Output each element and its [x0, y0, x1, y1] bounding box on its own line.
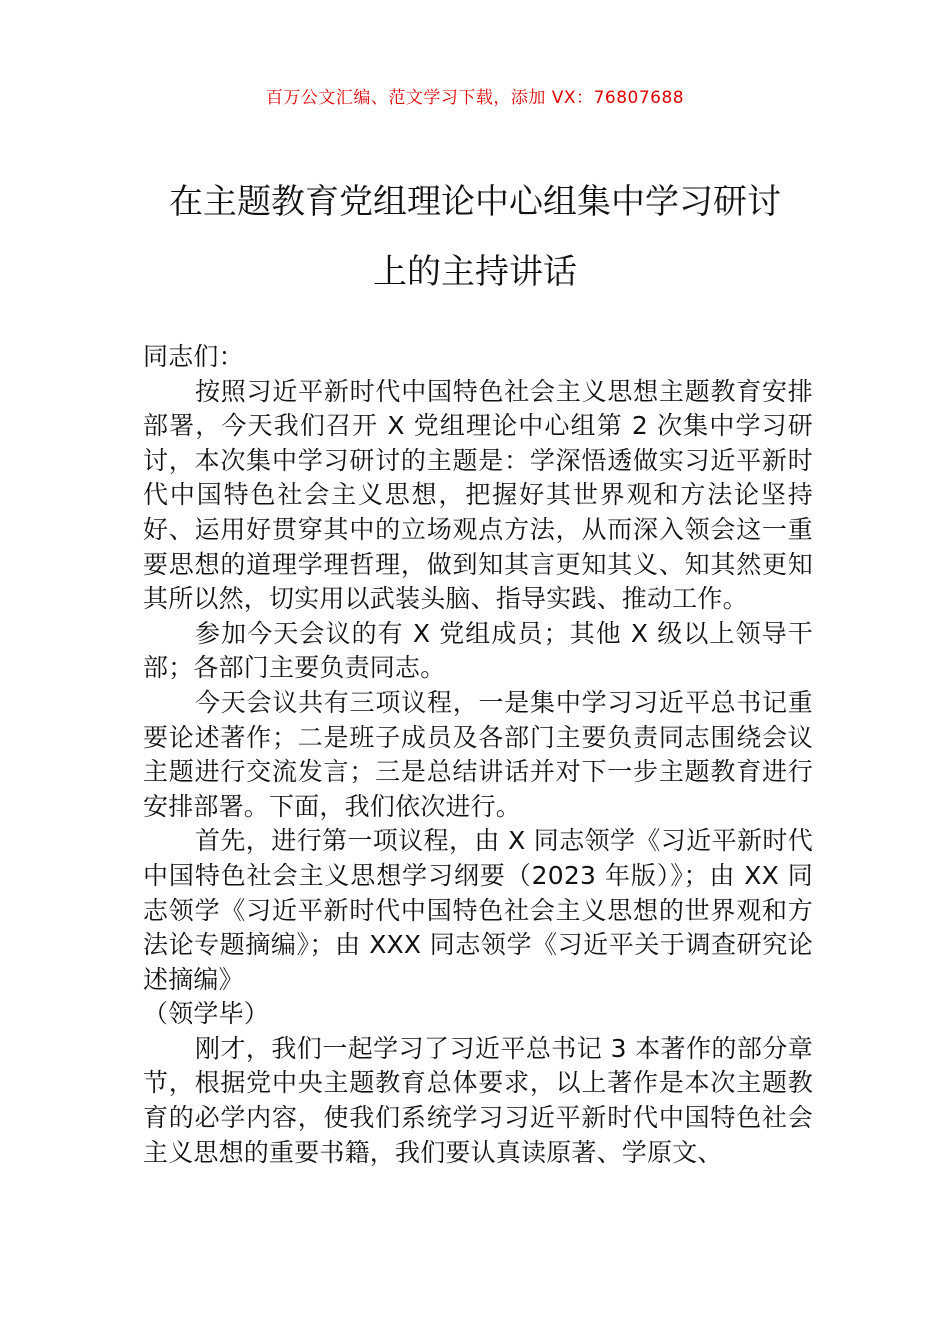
paragraph-intro: 按照习近平新时代中国特色社会主义思想主题教育安排部署，今天我们召开 X 党组理论中心组第 2 次集中学习研讨，本次集中学习研讨的主题是：学深悟透做实习近平新时代中国特色社会主义思想，把握好其世界观和方法论坚持好、运用好贯穿其中的立场观点方法，从而深入领会这一重要思想的道理学理哲理，做到知其言更知其义、知其然更知其所以然，切实用以武装头脑、指导实践、推动工作。 — [143, 376, 813, 614]
document-title-line-2: 上的主持讲话 — [373, 252, 577, 292]
salutation: 同志们： — [143, 342, 244, 371]
aside-note: （领学毕） — [143, 999, 270, 1029]
paragraph-closing: 刚才，我们一起学习了习近平总书记 3 本著作的部分章节，根据党中央主题教育总体要求，以上著作是本次主题教育的必学内容，使我们系统学习习近平新时代中国特色社会主义思想的重要书籍，我们要认真读原著、学原文、 — [143, 1033, 813, 1167]
document-body — [143, 340, 813, 1170]
header-watermark-note: 百万公文汇编、范文学习下载，添加 VX：76807688 — [265, 88, 685, 108]
paragraph-attendees: 参加今天会议的有 X 党组成员；其他 X 级以上领导干部；各部门主要负责同志。 — [143, 618, 813, 683]
document-title-line-1: 在主题教育党组理论中心组集中学习研讨 — [169, 182, 781, 222]
paragraph-first-item: 首先，进行第一项议程，由 X 同志领学《习近平新时代中国特色社会主义思想学习纲要（2023 年版）》；由 XX 同志领学《习近平新时代中国特色社会主义思想的世界观和方法论专题摘编》；由 XXX 同志领学《习近平关于调查研究论述摘编》 — [143, 826, 813, 994]
paragraph-agenda: 今天会议共有三项议程，一是集中学习习近平总书记重要论述著作；二是班子成员及各部门主要负责同志围绕会议主题进行交流发言；三是总结讲话并对下一步主题教育进行安排部署。下面，我们依次进行。 — [143, 687, 813, 821]
